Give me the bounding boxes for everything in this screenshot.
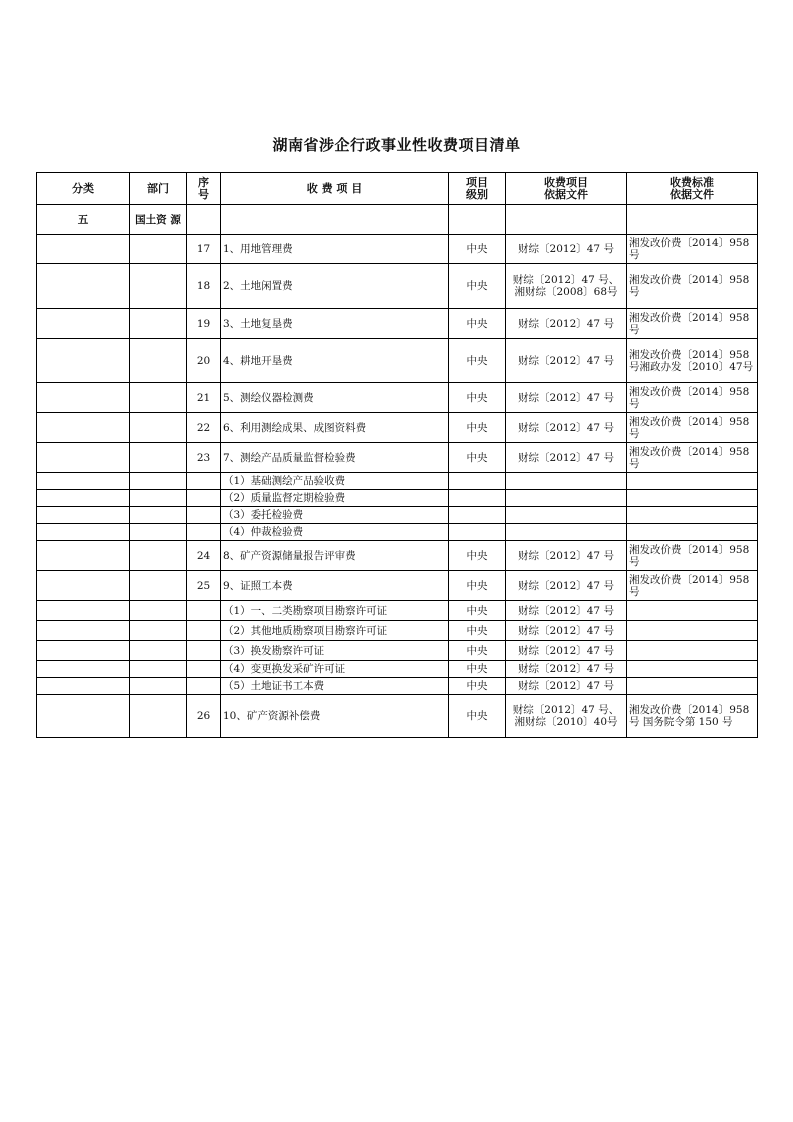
row-department [130, 541, 187, 571]
row-department [130, 524, 187, 541]
section-seq [187, 205, 221, 235]
row-category [37, 695, 130, 738]
row-category [37, 443, 130, 473]
row-category [37, 507, 130, 524]
row-category [37, 541, 130, 571]
row-level: 中央 [449, 383, 506, 413]
row-item: 1、用地管理费 [221, 235, 449, 264]
row-standard [627, 601, 758, 621]
row-standard [627, 571, 758, 601]
table-row [37, 621, 758, 641]
row-department [130, 507, 187, 524]
row-seq: 22 [187, 413, 221, 443]
table-row [37, 339, 758, 383]
section-basis [506, 205, 627, 235]
row-basis [506, 661, 627, 678]
header-seq [187, 173, 221, 205]
basis-line-1: 财综〔2012〕47 号、 [512, 274, 620, 286]
table-row [37, 264, 758, 309]
row-item: （3）委托检验费 [221, 507, 449, 524]
row-basis [506, 695, 627, 738]
row-category [37, 383, 130, 413]
standard-line-2: 号 [629, 457, 640, 470]
row-standard [627, 661, 758, 678]
standard-line-2: 号 国务院令第 150 号 [629, 716, 733, 728]
header-level-line1: 项目 [466, 175, 488, 189]
row-department [130, 695, 187, 738]
table-row [37, 490, 758, 507]
row-level: 中央 [449, 264, 506, 309]
header-level [449, 173, 506, 205]
basis-line-1: 财综〔2012〕47 号 [518, 680, 614, 692]
row-standard [627, 309, 758, 339]
basis-line-3: 号 [607, 716, 618, 728]
row-basis [506, 621, 627, 641]
basis-line-1: 财综〔2012〕47 号 [518, 421, 614, 434]
table-row [37, 601, 758, 621]
header-level-line2: 级别 [466, 187, 488, 201]
table-row [37, 507, 758, 524]
page-title: 湖南省涉企行政事业性收费项目清单 [272, 136, 521, 154]
row-standard [627, 413, 758, 443]
row-level: 中央 [449, 413, 506, 443]
header-standard-line2: 依据文件 [670, 187, 714, 201]
row-item: （1）基础测绘产品验收费 [221, 473, 449, 490]
row-standard [627, 507, 758, 524]
row-item: 8、矿产资源储量报告评审费 [221, 541, 449, 571]
basis-line-1: 财综〔2012〕47 号 [518, 604, 614, 617]
row-item: 7、测绘产品质量监督检验费 [221, 443, 449, 473]
row-level [449, 507, 506, 524]
row-seq [187, 641, 221, 661]
table-row [37, 473, 758, 490]
row-department [130, 473, 187, 490]
row-level: 中央 [449, 695, 506, 738]
row-department [130, 490, 187, 507]
row-item: 9、证照工本费 [221, 571, 449, 601]
row-basis [506, 678, 627, 695]
row-level: 中央 [449, 443, 506, 473]
basis-line-2: 湘财综〔2010〕40 [514, 716, 608, 728]
row-standard [627, 383, 758, 413]
standard-line-1: 湘发改价费〔2014〕958 [629, 445, 750, 458]
row-seq: 19 [187, 309, 221, 339]
row-level: 中央 [449, 339, 506, 383]
row-level: 中央 [449, 641, 506, 661]
header-basis-line1: 收费项目 [544, 175, 588, 189]
row-level: 中央 [449, 678, 506, 695]
row-seq: 24 [187, 541, 221, 571]
row-department [130, 309, 187, 339]
standard-line-1: 湘发改价费〔2014〕958 [629, 704, 750, 716]
standard-line-2: 号 [629, 585, 640, 598]
header-row [37, 173, 758, 205]
row-item: （5）土地证书工本费 [221, 678, 449, 695]
row-category [37, 235, 130, 264]
row-department [130, 264, 187, 309]
row-basis [506, 601, 627, 621]
row-standard [627, 473, 758, 490]
row-category [37, 490, 130, 507]
row-seq: 21 [187, 383, 221, 413]
table-row [37, 541, 758, 571]
row-standard [627, 695, 758, 738]
standard-line-3: 号 [742, 360, 754, 373]
row-category [37, 641, 130, 661]
row-item: （4）变更换发采矿许可证 [221, 661, 449, 678]
row-category [37, 601, 130, 621]
standard-line-2: 号 [629, 427, 640, 440]
row-basis [506, 571, 627, 601]
header-item: 收 费 项 目 [221, 173, 449, 205]
standard-line-1: 湘发改价费〔2014〕958 [629, 348, 750, 361]
standard-line-2: 号 [629, 323, 640, 336]
row-item: （2）其他地质勘察项目勘察许可证 [221, 621, 449, 641]
row-level: 中央 [449, 541, 506, 571]
table-row [37, 695, 758, 738]
row-basis [506, 235, 627, 264]
row-level [449, 490, 506, 507]
row-basis [506, 413, 627, 443]
row-seq [187, 661, 221, 678]
basis-line-1: 财综〔2012〕47 号 [518, 644, 614, 657]
section-department [130, 205, 187, 235]
section-item [221, 205, 449, 235]
basis-line-1: 财综〔2012〕47 号 [518, 624, 614, 637]
standard-line-2: 号 [629, 286, 640, 298]
row-item: （3）换发勘察许可证 [221, 641, 449, 661]
row-level: 中央 [449, 309, 506, 339]
section-department-line1: 国土资 [135, 213, 167, 226]
standard-line-1: 湘发改价费〔2014〕958 [629, 311, 750, 324]
row-department [130, 661, 187, 678]
header-standard-line1: 收费标准 [670, 175, 714, 189]
standard-line-1: 湘发改价费〔2014〕958 [629, 274, 750, 286]
row-item: 4、耕地开垦费 [221, 339, 449, 383]
row-department [130, 235, 187, 264]
row-item: 6、利用测绘成果、成图资料费 [221, 413, 449, 443]
row-category [37, 264, 130, 309]
section-category: 五 [37, 205, 130, 235]
row-basis [506, 309, 627, 339]
row-seq: 18 [187, 264, 221, 309]
row-seq: 17 [187, 235, 221, 264]
row-item: （2）质量监督定期检验费 [221, 490, 449, 507]
table-row [37, 413, 758, 443]
table-row [37, 571, 758, 601]
basis-line-1: 财综〔2012〕47 号 [518, 243, 614, 255]
fee-table [36, 172, 758, 738]
row-item: 2、土地闲置费 [221, 264, 449, 309]
row-category [37, 621, 130, 641]
row-seq [187, 601, 221, 621]
table-row [37, 524, 758, 541]
basis-line-3: 号 [607, 286, 618, 298]
table-row [37, 443, 758, 473]
section-row [37, 205, 758, 235]
standard-line-1: 湘发改价费〔2014〕958 [629, 543, 750, 556]
header-category: 分类 [37, 173, 130, 205]
row-seq: 23 [187, 443, 221, 473]
row-seq [187, 678, 221, 695]
row-level [449, 473, 506, 490]
row-department [130, 641, 187, 661]
row-department [130, 383, 187, 413]
basis-line-1: 财综〔2012〕47 号 [518, 451, 614, 464]
row-standard [627, 678, 758, 695]
row-seq [187, 621, 221, 641]
row-department [130, 621, 187, 641]
section-level [449, 205, 506, 235]
row-seq [187, 524, 221, 541]
row-standard [627, 641, 758, 661]
row-basis [506, 473, 627, 490]
standard-line-1: 湘发改价费〔2014〕958 [629, 573, 750, 586]
basis-line-2: 湘财综〔2008〕68 [514, 286, 608, 298]
basis-line-1: 财综〔2012〕47 号 [518, 317, 614, 330]
row-category [37, 413, 130, 443]
row-standard [627, 264, 758, 309]
standard-line-1: 湘发改价费〔2014〕958 [629, 415, 750, 428]
table-row [37, 641, 758, 661]
row-category [37, 571, 130, 601]
basis-line-1: 财综〔2012〕47 号、 [512, 704, 620, 716]
table-row [37, 309, 758, 339]
row-item: （1）一、二类勘察项目勘察许可证 [221, 601, 449, 621]
row-level: 中央 [449, 601, 506, 621]
row-department [130, 571, 187, 601]
row-basis [506, 339, 627, 383]
basis-line-1: 财综〔2012〕47 号 [518, 354, 614, 367]
header-basis-line2: 依据文件 [544, 187, 588, 201]
standard-line-2: 号 [629, 397, 640, 410]
row-category [37, 473, 130, 490]
header-basis [506, 173, 627, 205]
row-standard [627, 524, 758, 541]
row-item: 10、矿产资源补偿费 [221, 695, 449, 738]
row-department [130, 339, 187, 383]
row-seq: 25 [187, 571, 221, 601]
row-standard [627, 490, 758, 507]
row-standard [627, 621, 758, 641]
standard-line-2: 号 [629, 249, 640, 261]
row-level: 中央 [449, 235, 506, 264]
row-basis [506, 541, 627, 571]
row-basis [506, 490, 627, 507]
basis-line-1: 财综〔2012〕47 号 [518, 663, 614, 675]
header-department: 部门 [130, 173, 187, 205]
basis-line-1: 财综〔2012〕47 号 [518, 549, 614, 562]
row-item: 3、土地复垦费 [221, 309, 449, 339]
basis-line-1: 财综〔2012〕47 号 [518, 579, 614, 592]
row-seq [187, 473, 221, 490]
section-department-line2: 源 [170, 213, 181, 226]
row-category [37, 339, 130, 383]
row-seq: 20 [187, 339, 221, 383]
row-seq [187, 490, 221, 507]
row-item: 5、测绘仪器检测费 [221, 383, 449, 413]
row-level [449, 524, 506, 541]
standard-line-1: 湘发改价费〔2014〕958 [629, 385, 750, 398]
row-basis [506, 383, 627, 413]
row-category [37, 524, 130, 541]
row-category [37, 309, 130, 339]
row-level: 中央 [449, 571, 506, 601]
basis-line-1: 财综〔2012〕47 号 [518, 391, 614, 404]
row-seq [187, 507, 221, 524]
row-basis [506, 443, 627, 473]
row-basis [506, 507, 627, 524]
header-standard [627, 173, 758, 205]
row-standard [627, 235, 758, 264]
row-category [37, 661, 130, 678]
header-seq-line2: 号 [198, 187, 209, 201]
table-row [37, 661, 758, 678]
row-seq: 26 [187, 695, 221, 738]
row-department [130, 413, 187, 443]
row-standard [627, 443, 758, 473]
row-basis [506, 641, 627, 661]
table-row [37, 678, 758, 695]
row-basis [506, 524, 627, 541]
row-standard [627, 339, 758, 383]
row-level: 中央 [449, 621, 506, 641]
row-department [130, 601, 187, 621]
header-seq-line1: 序 [198, 175, 209, 189]
row-level: 中央 [449, 661, 506, 678]
table-row [37, 383, 758, 413]
row-standard [627, 541, 758, 571]
row-department [130, 678, 187, 695]
table-row [37, 235, 758, 264]
standard-line-1: 湘发改价费〔2014〕958 [629, 237, 750, 249]
row-category [37, 678, 130, 695]
row-basis [506, 264, 627, 309]
row-item: （4）仲裁检验费 [221, 524, 449, 541]
row-department [130, 443, 187, 473]
standard-line-2: 号湘政办发〔2010〕47 [629, 360, 743, 373]
standard-line-2: 号 [629, 555, 640, 568]
section-standard [627, 205, 758, 235]
